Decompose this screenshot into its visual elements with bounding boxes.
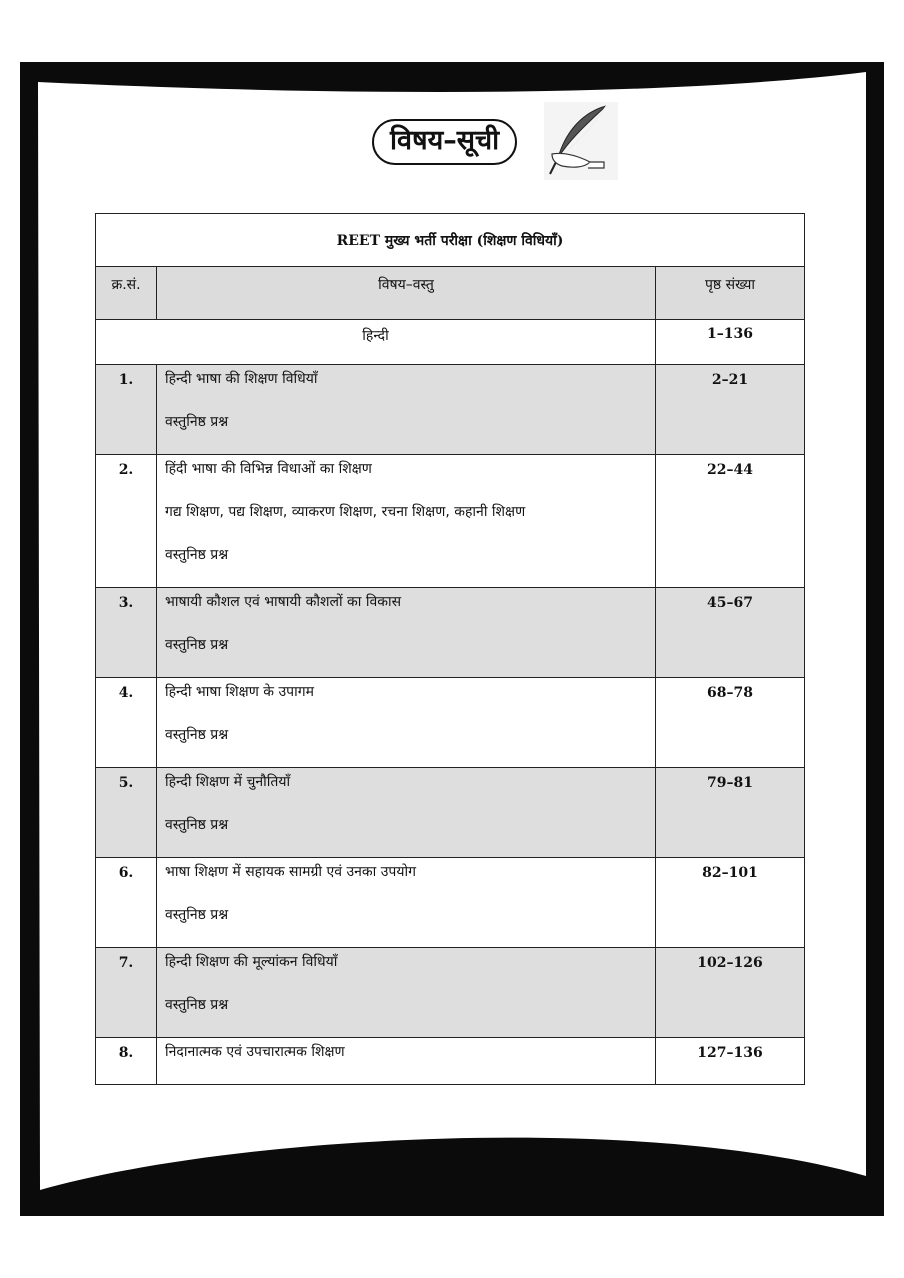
header-row (96, 267, 805, 320)
row-pages: 22–44 (656, 455, 805, 588)
row-number: 1. (96, 365, 157, 455)
row-number: 6. (96, 858, 157, 948)
objective-questions-line: वस्तुनिष्ठ प्रश्न (165, 414, 229, 430)
row-pages: 82–101 (656, 858, 805, 948)
objective-questions-line: वस्तुनिष्ठ प्रश्न (165, 547, 229, 563)
objective-questions-line: वस्तुनिष्ठ प्रश्न (165, 637, 229, 653)
exam-title: REET मुख्य भर्ती परीक्षा (शिक्षण विधियाँ) (96, 214, 805, 267)
row-number: 8. (96, 1038, 157, 1085)
row-pages: 79–81 (656, 768, 805, 858)
heading-wrap (372, 118, 517, 166)
table-of-contents (95, 213, 805, 1085)
row-content (157, 365, 656, 455)
table-row (96, 1038, 805, 1085)
row-pages: 45–67 (656, 588, 805, 678)
row-content (157, 948, 656, 1038)
topic-line: निदानात्मक एवं उपचारात्मक शिक्षण (165, 1044, 345, 1060)
content-header: विषय–वस्तु (157, 267, 656, 320)
table-row (96, 588, 805, 678)
topic-line: हिन्दी शिक्षण की मूल्यांकन विधियाँ (165, 954, 338, 970)
row-pages: 2–21 (656, 365, 805, 455)
row-number: 3. (96, 588, 157, 678)
topic-line: हिन्दी भाषा शिक्षण के उपागम (165, 684, 314, 700)
row-number: 7. (96, 948, 157, 1038)
table-row (96, 858, 805, 948)
topic-line: भाषायी कौशल एवं भाषायी कौशलों का विकास (165, 594, 402, 610)
section-name: हिन्दी (96, 320, 656, 365)
row-content (157, 588, 656, 678)
objective-questions-line: वस्तुनिष्ठ प्रश्न (165, 997, 229, 1013)
row-pages: 68–78 (656, 678, 805, 768)
objective-questions-line: वस्तुनिष्ठ प्रश्न (165, 817, 229, 833)
page-header: पृष्ठ संख्या (656, 267, 805, 320)
topic-line: भाषा शिक्षण में सहायक सामग्री एवं उनका उपयोग (165, 864, 416, 880)
table-row (96, 678, 805, 768)
row-content (157, 678, 656, 768)
topic-line: हिन्दी शिक्षण में चुनौतियाँ (165, 774, 291, 790)
topic-line: हिन्दी भाषा की शिक्षण विधियाँ (165, 371, 318, 387)
objective-questions-line: वस्तुनिष्ठ प्रश्न (165, 907, 229, 923)
serial-header: क्र.सं. (96, 267, 157, 320)
table-row (96, 365, 805, 455)
table-row (96, 455, 805, 588)
row-number: 4. (96, 678, 157, 768)
row-content (157, 455, 656, 588)
topic-line: हिंदी भाषा की विभिन्न विधाओं का शिक्षण (165, 461, 372, 477)
row-pages: 102–126 (656, 948, 805, 1038)
row-content (157, 768, 656, 858)
table-row (96, 768, 805, 858)
objective-questions-line: वस्तुनिष्ठ प्रश्न (165, 727, 229, 743)
row-content (157, 1038, 656, 1085)
quill-pen-hand-icon (544, 102, 618, 180)
section-pages: 1–136 (656, 320, 805, 365)
row-content (157, 858, 656, 948)
row-pages: 127–136 (656, 1038, 805, 1085)
page-title: विषय–सूची (372, 119, 517, 165)
row-number: 5. (96, 768, 157, 858)
row-number: 2. (96, 455, 157, 588)
table-row (96, 948, 805, 1038)
topic-line: गद्य शिक्षण, पद्य शिक्षण, व्याकरण शिक्षण, रचना शिक्षण, कहानी शिक्षण (165, 504, 526, 520)
section-row (96, 320, 805, 365)
